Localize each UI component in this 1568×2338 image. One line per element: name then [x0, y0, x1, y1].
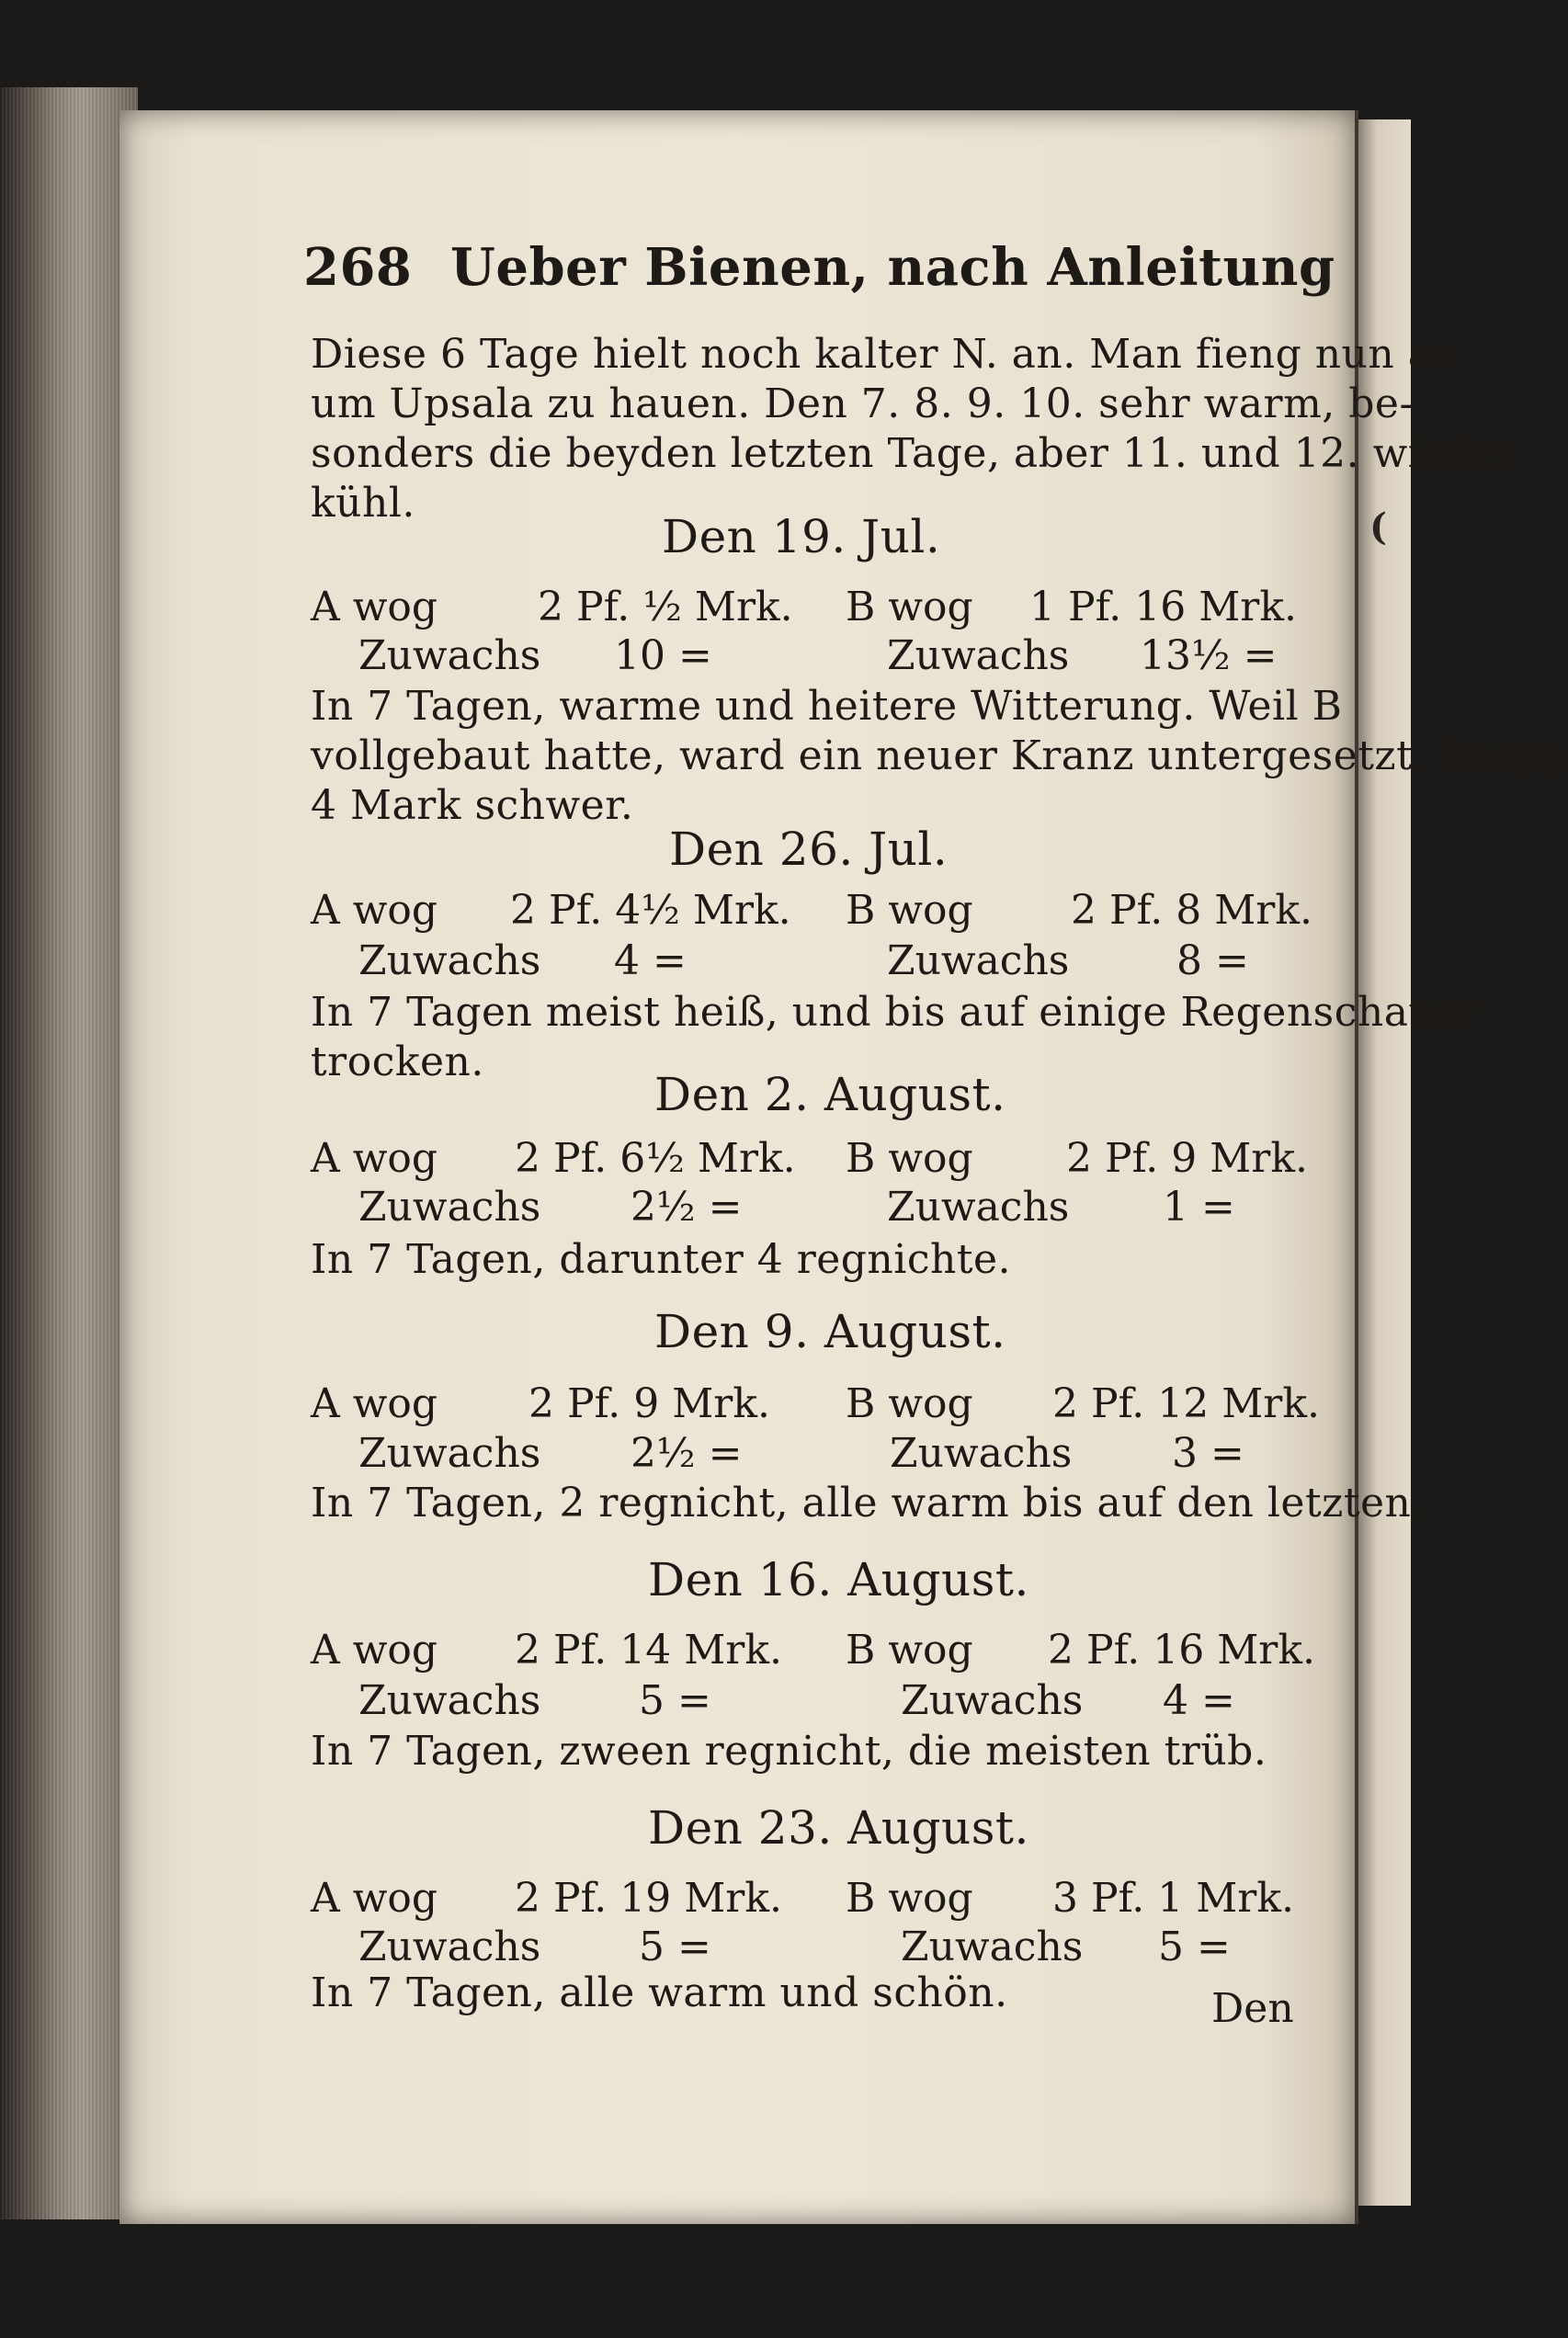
b-zuwachs: 1 = — [1163, 1184, 1235, 1231]
entry-remark: In 7 Tagen, zween regnicht, die meisten trüb. — [311, 1728, 1267, 1775]
a-zuwachs: 2½ = — [631, 1430, 743, 1477]
a-zuwachs-label: Zuwachs — [358, 937, 541, 984]
b-zuwachs: 3 = — [1172, 1430, 1244, 1477]
intro-line: um Upsala zu hauen. Den 7. 8. 9. 10. sehr warm, be- — [311, 380, 1414, 427]
a-zuwachs-label: Zuwachs — [358, 1677, 541, 1724]
a-zuwachs-label: Zuwachs — [358, 1184, 541, 1231]
entry-remark: In 7 Tagen, 2 regnicht, alle warm bis auf den letzten. — [311, 1480, 1425, 1527]
intro-line: kühl. — [311, 480, 415, 527]
a-zuwachs: 10 = — [614, 632, 712, 679]
catchword: Den — [1211, 1985, 1294, 2032]
b-zuwachs: 8 = — [1176, 937, 1249, 984]
a-zuwachs: 5 = — [639, 1924, 711, 1970]
b-zuwachs-label: Zuwachs — [887, 1184, 1070, 1231]
entry-date: Den 19. Jul. — [662, 510, 941, 563]
a-label: A wog — [311, 887, 438, 934]
a-weight: 2 Pf. 6½ Mrk. — [515, 1135, 796, 1182]
intro-line: Diese 6 Tage hielt noch kalter N. an. Man fieng nun an — [311, 331, 1460, 378]
a-zuwachs: 2½ = — [631, 1184, 743, 1231]
a-zuwachs: 4 = — [614, 937, 687, 984]
a-label: A wog — [311, 1380, 438, 1427]
entry-remark: 4 Mark schwer. — [311, 782, 634, 829]
book-page-edges — [0, 87, 138, 2219]
entry-date: Den 23. August. — [648, 1801, 1029, 1855]
entry-date: Den 26. Jul. — [669, 823, 949, 876]
b-weight: 2 Pf. 9 Mrk. — [1066, 1135, 1308, 1182]
b-zuwachs: 5 = — [1158, 1924, 1231, 1970]
b-weight: 2 Pf. 8 Mrk. — [1071, 887, 1312, 934]
page-number: 268 — [303, 237, 413, 298]
a-label: A wog — [311, 1135, 438, 1182]
entry-date: Den 2. August. — [654, 1068, 1006, 1121]
b-zuwachs-label: Zuwachs — [890, 1430, 1073, 1477]
a-zuwachs-label: Zuwachs — [358, 632, 541, 679]
a-label: A wog — [311, 584, 438, 630]
b-weight: 2 Pf. 16 Mrk. — [1048, 1627, 1315, 1674]
running-title: Ueber Bienen, nach Anleitung — [450, 237, 1335, 298]
b-label: B wog — [846, 584, 973, 630]
b-label: B wog — [846, 1135, 973, 1182]
entry-remark: trocken. — [311, 1038, 484, 1085]
b-zuwachs-label: Zuwachs — [887, 632, 1070, 679]
b-zuwachs-label: Zuwachs — [901, 1677, 1084, 1724]
b-label: B wog — [846, 1627, 973, 1674]
a-weight: 2 Pf. 19 Mrk. — [515, 1875, 782, 1922]
a-zuwachs: 5 = — [639, 1677, 711, 1724]
b-weight: 2 Pf. 12 Mrk. — [1052, 1380, 1320, 1427]
b-zuwachs-label: Zuwachs — [887, 937, 1070, 984]
entry-remark: In 7 Tagen, warme und heitere Witterung. Weil B — [311, 683, 1343, 730]
a-zuwachs-label: Zuwachs — [358, 1924, 541, 1970]
entry-date: Den 9. August. — [654, 1305, 1006, 1358]
b-zuwachs: 4 = — [1163, 1677, 1235, 1724]
entry-remark: In 7 Tagen, darunter 4 regnichte. — [311, 1236, 1012, 1283]
b-zuwachs: 13½ = — [1140, 632, 1278, 679]
facing-page-fragment: ( — [1369, 505, 1387, 549]
a-weight: 2 Pf. ½ Mrk. — [538, 584, 793, 630]
a-label: A wog — [311, 1875, 438, 1922]
intro-line: sonders die beyden letzten Tage, aber 11. und 12. wieder — [311, 430, 1517, 477]
b-label: B wog — [846, 1380, 973, 1427]
b-weight: 1 Pf. 16 Mrk. — [1029, 584, 1297, 630]
a-zuwachs-label: Zuwachs — [358, 1430, 541, 1477]
entry-remark: vollgebaut hatte, ward ein neuer Kranz untergesetzt, knapp — [311, 732, 1568, 779]
a-weight: 2 Pf. 9 Mrk. — [528, 1380, 770, 1427]
a-weight: 2 Pf. 14 Mrk. — [515, 1627, 782, 1674]
a-weight: 2 Pf. 4½ Mrk. — [510, 887, 791, 934]
entry-date: Den 16. August. — [648, 1553, 1029, 1606]
a-label: A wog — [311, 1627, 438, 1674]
b-zuwachs-label: Zuwachs — [901, 1924, 1084, 1970]
b-label: B wog — [846, 1875, 973, 1922]
b-label: B wog — [846, 887, 973, 934]
b-weight: 3 Pf. 1 Mrk. — [1052, 1875, 1294, 1922]
entry-remark: In 7 Tagen, alle warm und schön. — [311, 1969, 1008, 2016]
entry-remark: In 7 Tagen meist heiß, und bis auf einige Regenschauer — [311, 989, 1480, 1036]
